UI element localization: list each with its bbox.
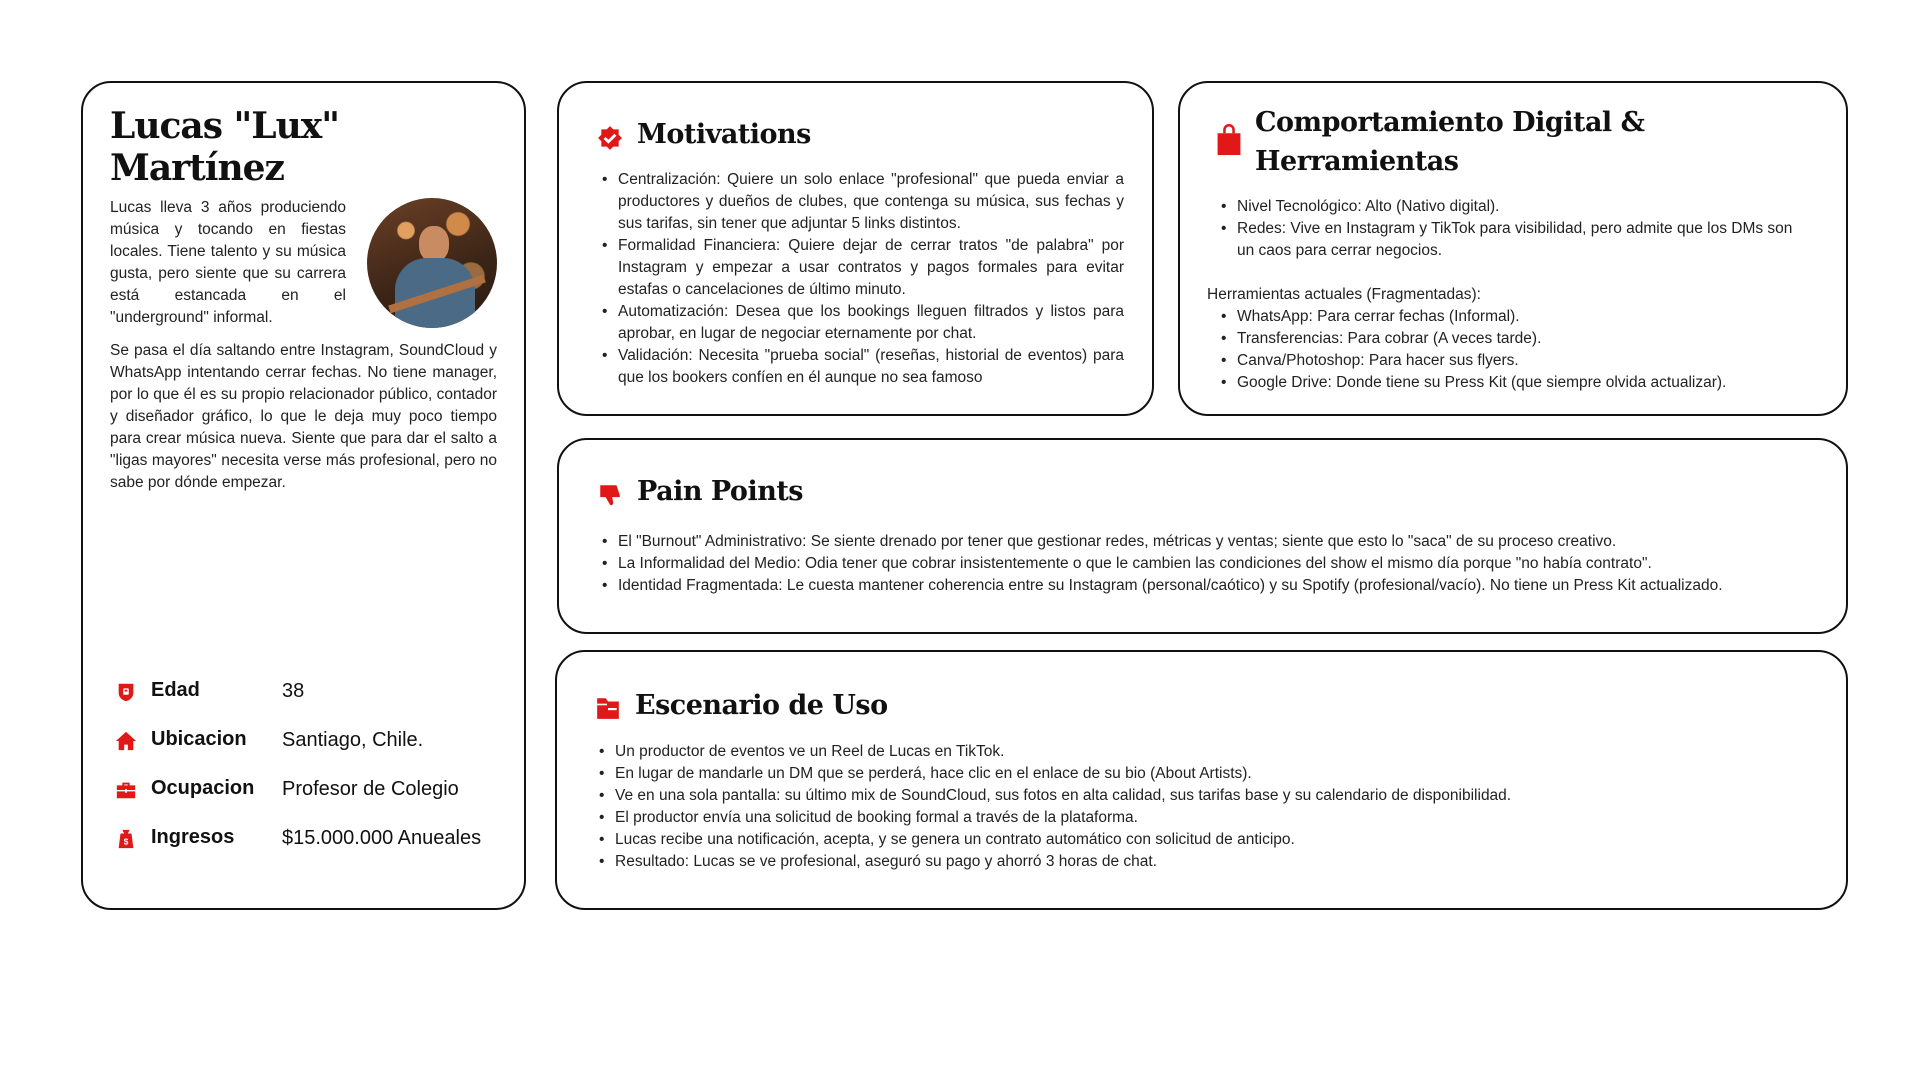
list-item: • Transferencias: Para cobrar (A veces tarde). xyxy=(1221,328,1821,350)
attribute-location xyxy=(83,726,524,756)
list-item: • Centralización: Quiere un solo enlace "profesional" que pueda enviar a productores y dueños de clubes, que contenga su música, sus fechas y sus tarifas, sin tener que adjuntar 5 links distintos. xyxy=(602,169,1124,235)
digital-behavior-card xyxy=(1178,81,1848,416)
section-title: Escenario de Uso xyxy=(635,690,888,721)
list-item: • Lucas recibe una notificación, acepta, y se genera un contrato automático con solicitud de anticipo. xyxy=(599,829,1819,851)
list-item: • El productor envía una solicitud de booking formal a través de la plataforma. xyxy=(599,807,1819,829)
attribute-age xyxy=(83,677,524,707)
id-badge-icon xyxy=(115,681,137,703)
bio-paragraph-2: Se pasa el día saltando entre Instagram, SoundCloud y WhatsApp intentando cerrar fechas. No tiene manager, por lo que él es su propio relacionador público, contador y diseñador gráfico, lo que le deja muy poco tiempo para crear música nueva. Siente que para dar el salto a "ligas mayores" necesita verse más profesional, pero no sabe por dónde empezar. xyxy=(110,342,497,491)
list-item: • El "Burnout" Administrativo: Se siente drenado por tener que gestionar redes, métricas y ventas; siente que esto lo "saca" de su proceso creativo. xyxy=(602,531,1822,553)
list-item: • Ve en una sola pantalla: su último mix de SoundCloud, sus fotos en alta calidad, sus tarifas base y su calendario de disponibilidad. xyxy=(599,785,1819,807)
attribute-value: Profesor de Colegio xyxy=(282,778,459,800)
pain-points-card xyxy=(557,438,1848,634)
list-item: • Un productor de eventos ve un Reel de Lucas en TikTok. xyxy=(599,741,1819,763)
section-title: Motivations xyxy=(637,119,811,150)
list-item: • WhatsApp: Para cerrar fechas (Informal). xyxy=(1221,306,1821,328)
motivations-list xyxy=(602,169,1124,389)
money-bag-icon xyxy=(115,828,137,850)
list-item: • Google Drive: Donde tiene su Press Kit (que siempre olvida actualizar). xyxy=(1221,372,1821,394)
tools-list xyxy=(1221,306,1821,394)
attribute-value: Santiago, Chile. xyxy=(282,729,424,751)
home-icon xyxy=(115,730,137,752)
pain-points-list xyxy=(602,531,1822,597)
list-item: • Automatización: Desea que los bookings lleguen filtrados y listos para aprobar, en lugar de negociar eternamente por chat. xyxy=(602,301,1124,345)
persona-name: Lucas "Lux" Martínez xyxy=(110,105,339,189)
digital-list xyxy=(1221,196,1811,262)
attribute-label: Ingresos xyxy=(151,826,235,848)
attribute-label: Ubicacion xyxy=(151,728,247,750)
list-item: • Formalidad Financiera: Quiere dejar de cerrar tratos "de palabra" por Instagram y empezar a usar contratos y pagos formales para evitar estafas o cancelaciones de último minuto. xyxy=(602,235,1124,301)
profile-card xyxy=(81,81,526,910)
attribute-label: Ocupacion xyxy=(151,777,255,799)
list-item: • Nivel Tecnológico: Alto (Nativo digital). xyxy=(1221,196,1811,218)
attribute-value: 38 xyxy=(282,680,305,702)
shopping-bag-icon xyxy=(1215,123,1243,155)
section-title: Pain Points xyxy=(637,476,804,507)
section-title-line-2: Herramientas xyxy=(1255,146,1459,177)
check-badge-icon xyxy=(597,125,623,151)
briefcase-icon xyxy=(115,779,137,801)
list-item: • Canva/Photoshop: Para hacer sus flyers. xyxy=(1221,350,1821,372)
svg-text:$: $ xyxy=(123,837,129,847)
thumbs-down-icon xyxy=(597,482,623,508)
tools-label: Herramientas actuales (Fragmentadas): xyxy=(1207,286,1481,303)
attribute-value: $15.000.000 Anueales xyxy=(282,827,482,849)
attribute-label: Edad xyxy=(151,679,200,701)
list-item: • En lugar de mandarle un DM que se perderá, hace clic en el enlace de su bio (About Artists). xyxy=(599,763,1819,785)
folder-icon xyxy=(595,695,621,721)
list-item: • Identidad Fragmentada: Le cuesta mantener coherencia entre su Instagram (personal/caótico) y su Spotify (profesional/vacío). No tiene un Press Kit actualizado. xyxy=(602,575,1822,597)
attribute-occupation xyxy=(83,775,524,805)
bio-paragraph-1: Lucas lleva 3 años produciendo música y tocando en fiestas locales. Tiene talento y su música gusta, pero siente que su carrera está estancada en el "underground" informal. xyxy=(110,199,346,326)
list-item: • Resultado: Lucas se ve profesional, aseguró su pago y ahorró 3 horas de chat. xyxy=(599,851,1819,873)
motivations-card xyxy=(557,81,1154,416)
avatar xyxy=(367,198,497,328)
scenario-card xyxy=(555,650,1848,910)
section-title-line-1: Comportamiento Digital & xyxy=(1255,107,1645,138)
list-item: • Redes: Vive en Instagram y TikTok para visibilidad, pero admite que los DMs son un caos para cerrar negocios. xyxy=(1221,218,1811,262)
attribute-income xyxy=(83,824,524,854)
scenario-list xyxy=(599,741,1819,873)
list-item: • La Informalidad del Medio: Odia tener que cobrar insistentemente o que le cambien las condiciones del show el mismo día porque "no había contrato". xyxy=(602,553,1822,575)
list-item: • Validación: Necesita "prueba social" (reseñas, historial de eventos) para que los bookers confíen en él aunque no sea famoso xyxy=(602,345,1124,389)
